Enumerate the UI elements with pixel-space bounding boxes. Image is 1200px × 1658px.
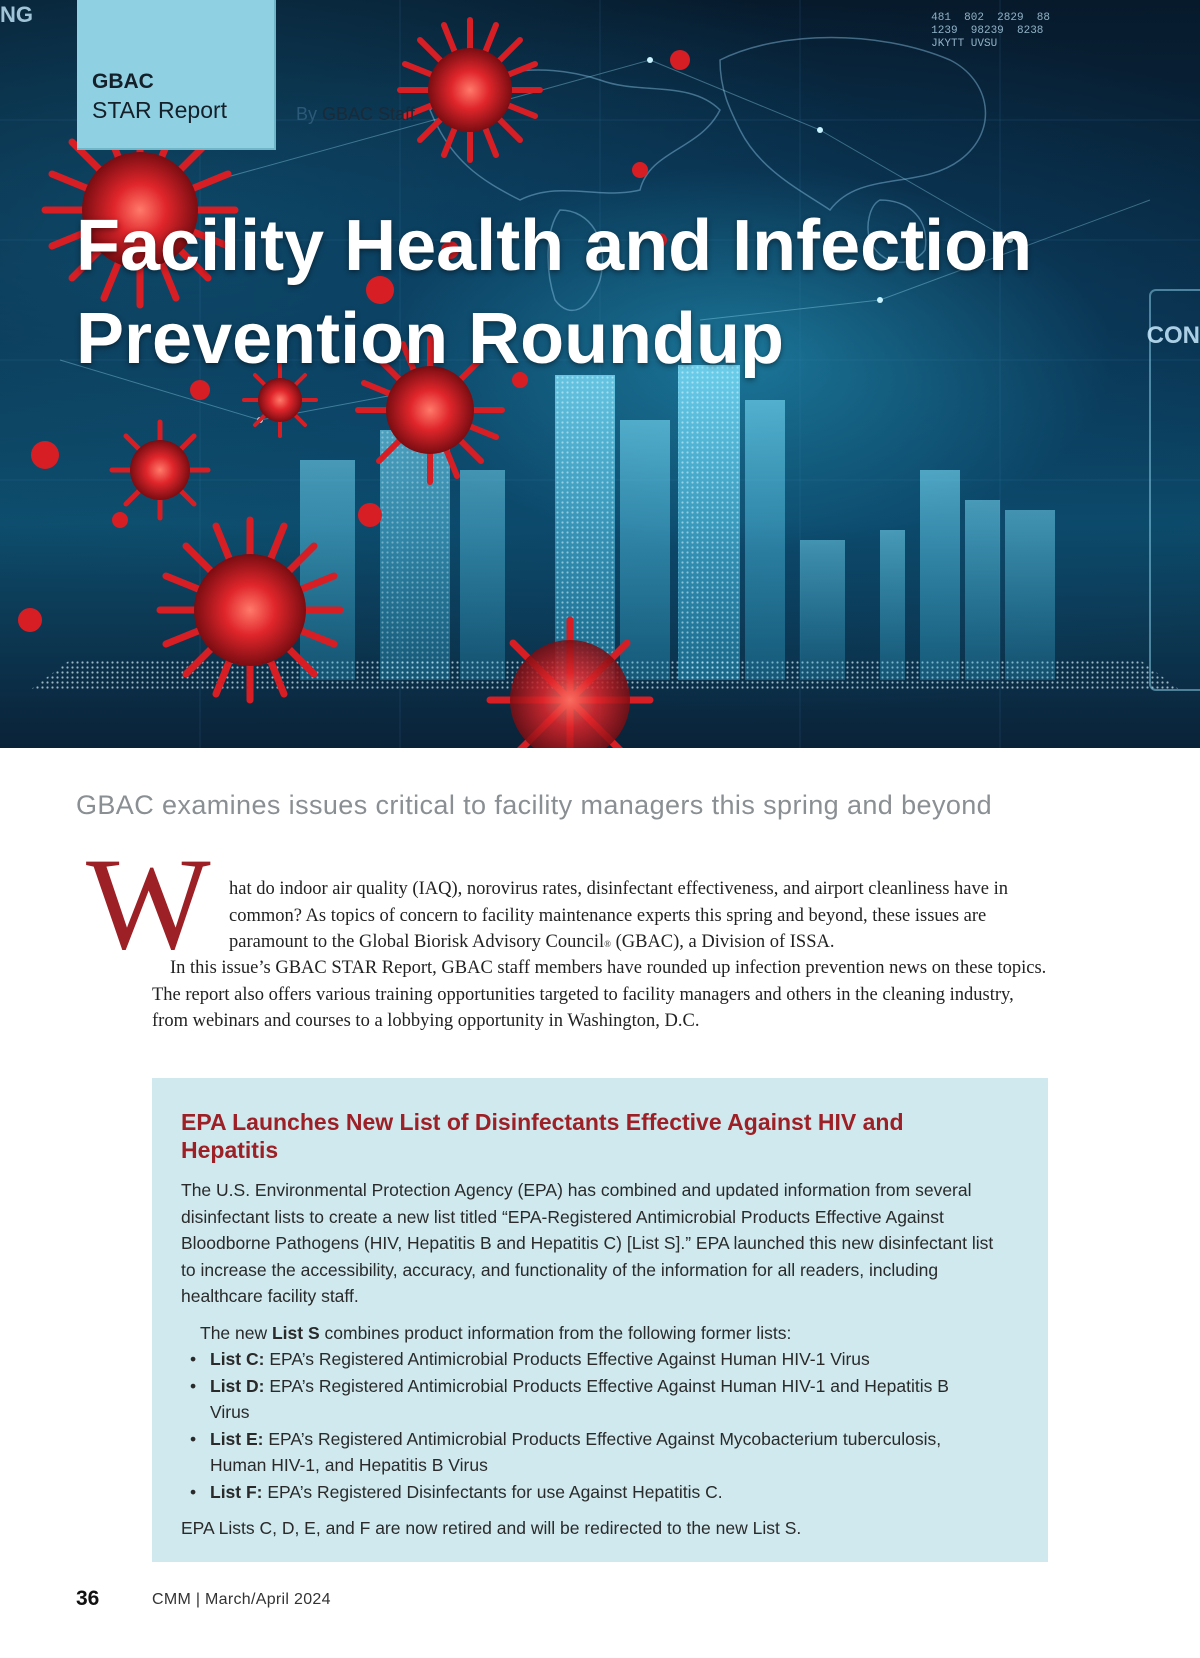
byline-prefix: By [296,104,323,124]
list-item-label: List F: [210,1481,263,1502]
hero-side-text: CON [1146,322,1200,349]
list-item-text: EPA’s Registered Antimicrobial Products Effective Against Human HIV-1 Virus [264,1349,870,1369]
sidebar-closing: EPA Lists C, D, E, and F are now retired and will be redirected to the new List S. [181,1518,802,1538]
byline-author: GBAC Staff [322,104,415,124]
lead-in-text-end: combines product information from the following former lists: [319,1322,792,1343]
list-item-label: List D: [210,1375,265,1396]
list-item [181,1479,981,1506]
article-title-line-1: Facility Health and Infection [76,206,1033,286]
virus-icon [400,20,540,160]
list-item-label: List E: [210,1428,264,1449]
section-tag [77,0,276,150]
bullet-icon: • [190,1481,197,1502]
hero-corner-text: NG [0,2,33,27]
list-item-label: List C: [210,1349,265,1369]
article-subtitle: GBAC examines issues critical to facility managers this spring and beyond [76,790,993,820]
list-item-text: EPA’s Registered Antimicrobial Products Effective Against Human HIV-1 and Hepatitis B Virus [210,1375,949,1422]
article-title [76,200,1176,386]
list-item [181,1346,981,1373]
epa-sidebar [152,1078,1048,1562]
list-item [181,1373,981,1426]
bullet-icon: • [190,1428,197,1449]
page-number: 36 [76,1587,100,1610]
list-item [181,1426,981,1479]
lead-in-text: The new [200,1322,272,1343]
registered-mark: ® [604,939,611,949]
hero-banner [0,0,1200,748]
intro-paragraph-second [152,955,1052,1035]
list-item-text: EPA’s Registered Antimicrobial Products Effective Against Mycobacterium tuberculosis, Human HIV-1, and Hepatitis B Virus [210,1428,942,1475]
bullet-icon: • [190,1375,197,1396]
intro-first-text-end: (GBAC), a Division of ISSA. [610,932,835,952]
intro-first-text: hat do indoor air quality (IAQ), norovirus rates, disinfectant effectiveness, and airport cleanliness have in common? As topics of concern to facility maintenance experts this spring and beyond, these issues are paramount to the Global Biorisk Advisory Council [229,879,1008,952]
sidebar-paragraph: The U.S. Environmental Protection Agency (EPA) has combined and updated information from several disinfectant lists to create a new list titled “EPA-Registered Antimicrobial Products Effective Against Bloodborne Pathogens (HIV, Hepatitis B and Hepatitis C) [List S].” EPA launched this new disinfectant list to increase the accessibility, accuracy, and functionality of the information for all readers, including healthcare facility staff. [181,1180,994,1306]
virus-icon [112,422,208,518]
folio: CMM | March/April 2024 [152,1591,331,1608]
section-tag-report: STAR Report [92,97,228,123]
virus-icon [160,520,340,700]
sidebar-heading: EPA Launches New List of Disinfectants Effective Against HIV and Hepatitis [181,1109,904,1163]
intro-paragraph-first [229,876,1059,956]
drop-cap: W [86,830,211,977]
hero-code-readout: 481 802 2829 88 1239 98239 8238 JKYTT UVSU [931,12,1050,50]
former-lists [181,1346,981,1505]
byline [296,104,415,125]
holographic-skyline [30,365,1180,690]
bullet-icon: • [190,1349,197,1369]
lead-in-bold: List S [271,1322,320,1343]
section-tag-brand: GBAC [92,70,154,93]
intro-second-text: In this issue’s GBAC STAR Report, GBAC staff members have rounded up infection prevention news on these topics. The report also offers various training opportunities targeted to facility managers and others in the cleaning industry, from webinars and courses to a lobbying opportunity in Washington, D.C. [152,958,1047,1031]
sidebar-lead-in [200,1320,1018,1347]
list-item-text: EPA’s Registered Disinfectants for use Against Hepatitis C. [262,1481,723,1502]
article-title-line-2: Prevention Roundup [76,299,784,379]
